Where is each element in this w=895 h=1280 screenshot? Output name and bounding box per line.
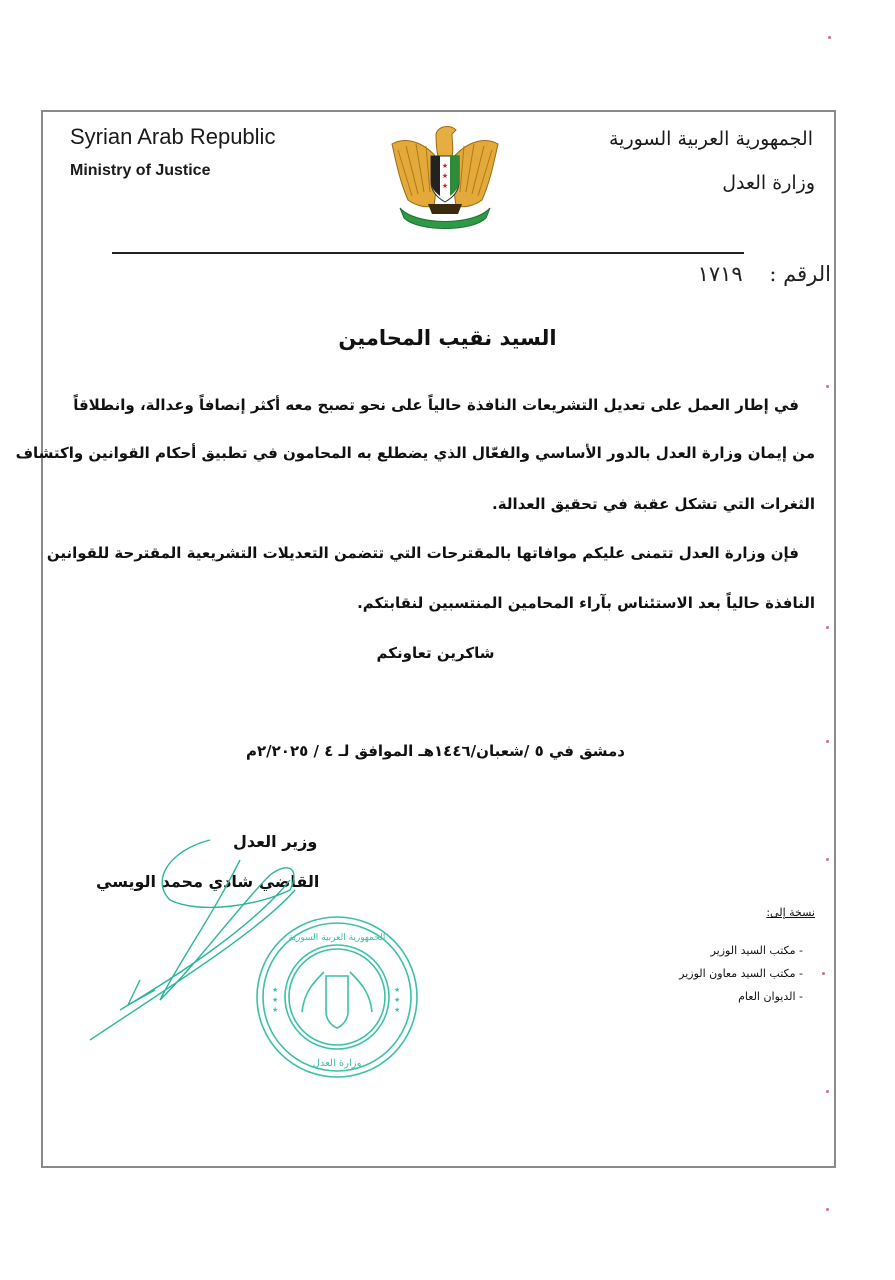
copy-item: - مكتب السيد الوزير xyxy=(710,944,803,957)
scan-mark xyxy=(822,972,825,975)
svg-text:★: ★ xyxy=(394,1006,401,1014)
scan-mark xyxy=(828,36,831,39)
english-subtitle: Ministry of Justice xyxy=(70,162,211,179)
svg-text:★: ★ xyxy=(441,162,449,170)
arabic-title: الجمهورية العربية السورية xyxy=(608,128,813,150)
header-divider xyxy=(112,252,744,254)
english-title: Syrian Arab Republic xyxy=(70,124,276,149)
copy-item: - مكتب السيد معاون الوزير xyxy=(679,967,803,980)
scan-mark xyxy=(826,1208,829,1211)
paragraph2-line1: فإن وزارة العدل تتمنى عليكم موافاتها بالمقترحات التي تتضمن التعديلات التشريعية المقترحة للقوانين xyxy=(46,544,799,562)
scan-mark xyxy=(826,626,829,629)
signatory-title: وزير العدل xyxy=(233,832,318,851)
svg-text:★: ★ xyxy=(441,172,449,180)
paragraph1-line2: من إيمان وزارة العدل بالدور الأساسي والفعّال الذي يضطلع به المحامون في تطبيق أحكام القوانين واكتشاف xyxy=(15,444,815,462)
paragraph2-line2: النافذة حالياً بعد الاستئناس بآراء المحامين المنتسبين لنقابتكم. xyxy=(357,594,815,612)
paragraph1-line3: الثغرات التي تشكل عقبة في تحقيق العدالة. xyxy=(492,495,815,513)
svg-text:★: ★ xyxy=(394,986,401,994)
eagle-emblem-icon xyxy=(386,122,504,230)
reference-number xyxy=(698,262,831,286)
scan-mark xyxy=(826,385,829,388)
svg-text:★: ★ xyxy=(272,1006,279,1014)
signatory-name: القاضي شادي محمد الويسي xyxy=(96,872,320,891)
paragraph1-line1: في إطار العمل على تعديل التشريعات النافذة حالياً على نحو تصبح معه أكثر إنصافاً وعدالة، وانطلاقاً xyxy=(73,396,799,414)
copies-heading: نسخة إلى: xyxy=(766,906,815,919)
svg-text:★: ★ xyxy=(441,182,449,190)
reference-label: الرقم : xyxy=(769,262,831,286)
scan-mark xyxy=(826,740,829,743)
closing-text: شاكرين تعاونكم xyxy=(376,644,495,662)
scan-mark xyxy=(826,1090,829,1093)
svg-text:★: ★ xyxy=(394,996,401,1004)
arabic-subtitle: وزارة العدل xyxy=(722,172,815,194)
reference-value: ١٧١٩ xyxy=(697,262,743,286)
official-stamp-icon xyxy=(254,912,424,1082)
scan-mark xyxy=(826,858,829,861)
date-line: دمشق في ٥ /شعبان/١٤٤٦هـ الموافق لـ ٤ / ٢/٢٠٢٥م xyxy=(246,742,625,760)
copy-item: - الديوان العام xyxy=(738,990,803,1003)
svg-text:★: ★ xyxy=(272,986,279,994)
svg-text:★: ★ xyxy=(272,996,279,1004)
stamp-top-text: الجمهورية العربية السورية xyxy=(288,933,386,943)
stamp-bottom-text: وزارة العدل xyxy=(312,1058,362,1069)
addressee: السيد نقيب المحامين xyxy=(338,326,557,350)
